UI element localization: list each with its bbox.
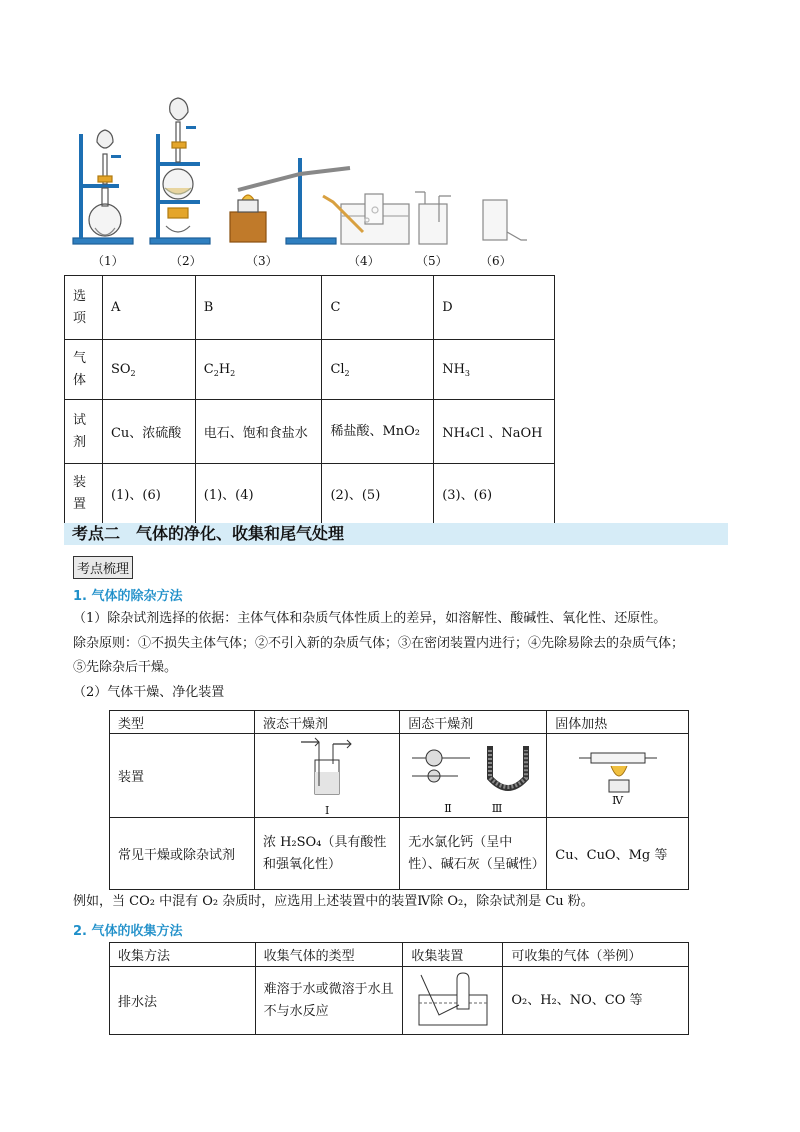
mark-I: Ⅰ: [324, 804, 330, 817]
col-type: 类型: [110, 711, 255, 734]
gas-b: $C_2H_2$: [195, 340, 322, 400]
example-text: 例如，当 CO₂ 中混有 O₂ 杂质时，应选用上述装置中的装置Ⅳ除 O₂，除杂试剂是 Cu 粉。: [73, 894, 594, 909]
reagent-a: Cu、浓硫酸: [102, 400, 195, 464]
device-d: (3)、(6): [434, 464, 555, 524]
device-liquid: [254, 734, 399, 818]
apparatus-5: [415, 192, 451, 244]
section-tag: 考点梳理: [73, 556, 133, 579]
apparatus-6: [483, 200, 527, 240]
heading-collection: 2. 气体的收集方法: [73, 924, 183, 939]
paragraph-principles-cont: ⑤先除杂后干燥。: [73, 660, 178, 675]
option-d: D: [434, 276, 555, 340]
drying-table: [109, 710, 689, 890]
drying-tube-icon: [408, 736, 538, 798]
apparatus-1: [73, 130, 133, 244]
device-c: (2)、(5): [322, 464, 434, 524]
row-label-device: 装置: [65, 464, 103, 524]
col-liquid: 液态干燥剂: [254, 711, 399, 734]
paragraph-principles: 除杂原则：①不损失主体气体；②不引入新的杂质气体；③在密闭装置内进行；④先除易除去的杂质气体；: [73, 636, 685, 651]
apparatus-4: [323, 194, 409, 244]
gases-water: O₂、H₂、NO、CO 等: [503, 967, 689, 1035]
marks-II-III: Ⅱ Ⅲ: [444, 802, 503, 815]
row-label-option: 选项: [65, 276, 103, 340]
device-heat: [547, 734, 689, 818]
paragraph-basis: （1）除杂试剂选择的依据：主体气体和杂质气体性质上的差异，如溶解性、酸碱性、氧化性、还原性。: [73, 611, 667, 626]
wash-bottle-icon: [297, 734, 357, 804]
col-device: 收集装置: [403, 943, 503, 967]
device-water: [403, 967, 503, 1035]
option-a: A: [102, 276, 195, 340]
gas-c: $Cl_2$: [322, 340, 434, 400]
heading-purification: 1. 气体的除杂方法: [73, 589, 183, 604]
gas-type-water: 难溶于水或微溶于水且不与水反应: [255, 967, 403, 1035]
row-device-label: 装置: [110, 734, 255, 818]
apparatus-2: [150, 98, 210, 244]
device-solid: [400, 734, 547, 818]
option-c: C: [322, 276, 434, 340]
water-collection-icon: [413, 969, 493, 1029]
col-examples: 可收集的气体（举例）: [503, 943, 689, 967]
col-heat: 固体加热: [547, 711, 689, 734]
gas-a: $SO_2$: [102, 340, 195, 400]
row-reagent-label: 常见干燥或除杂试剂: [110, 818, 255, 890]
col-solid: 固态干燥剂: [400, 711, 547, 734]
device-b: (1)、(4): [195, 464, 322, 524]
device-a: (1)、(6): [102, 464, 195, 524]
apparatus-label-2: （2）: [170, 254, 202, 268]
options-table: [64, 275, 555, 524]
option-b: B: [195, 276, 322, 340]
reagent-c: 稀盐酸、MnO₂: [322, 400, 434, 464]
reagent-solid: 无水氯化钙（呈中性）、碱石灰（呈碱性）: [400, 818, 547, 890]
apparatus-illustrations: [65, 92, 555, 247]
reagent-heat: Cu、CuO、Mg 等: [547, 818, 689, 890]
col-gas-type: 收集气体的类型: [255, 943, 403, 967]
section-title: 考点二 气体的净化、收集和尾气处理: [72, 524, 345, 543]
apparatus-label-4: （4）: [348, 254, 380, 268]
apparatus-label-3: （3）: [246, 254, 278, 268]
apparatus-label-5: （5）: [416, 254, 448, 268]
col-method: 收集方法: [110, 943, 256, 967]
row-label-reagent: 试剂: [65, 400, 103, 464]
apparatus-label-6: （6）: [480, 254, 512, 268]
collection-table: [109, 942, 689, 1035]
reagent-liquid: 浓 H₂SO₄（具有酸性和强氧化性）: [254, 818, 399, 890]
mark-IV: Ⅳ: [612, 794, 624, 807]
gas-d: $NH_3$: [434, 340, 555, 400]
reagent-d: NH₄Cl 、NaOH: [434, 400, 555, 464]
paragraph-drying-title: （2）气体干燥、净化装置: [73, 685, 225, 700]
apparatus-label-1: （1）: [92, 254, 124, 268]
row-label-gas: 气体: [65, 340, 103, 400]
reagent-b: 电石、饱和食盐水: [195, 400, 322, 464]
method-water: 排水法: [110, 967, 256, 1035]
